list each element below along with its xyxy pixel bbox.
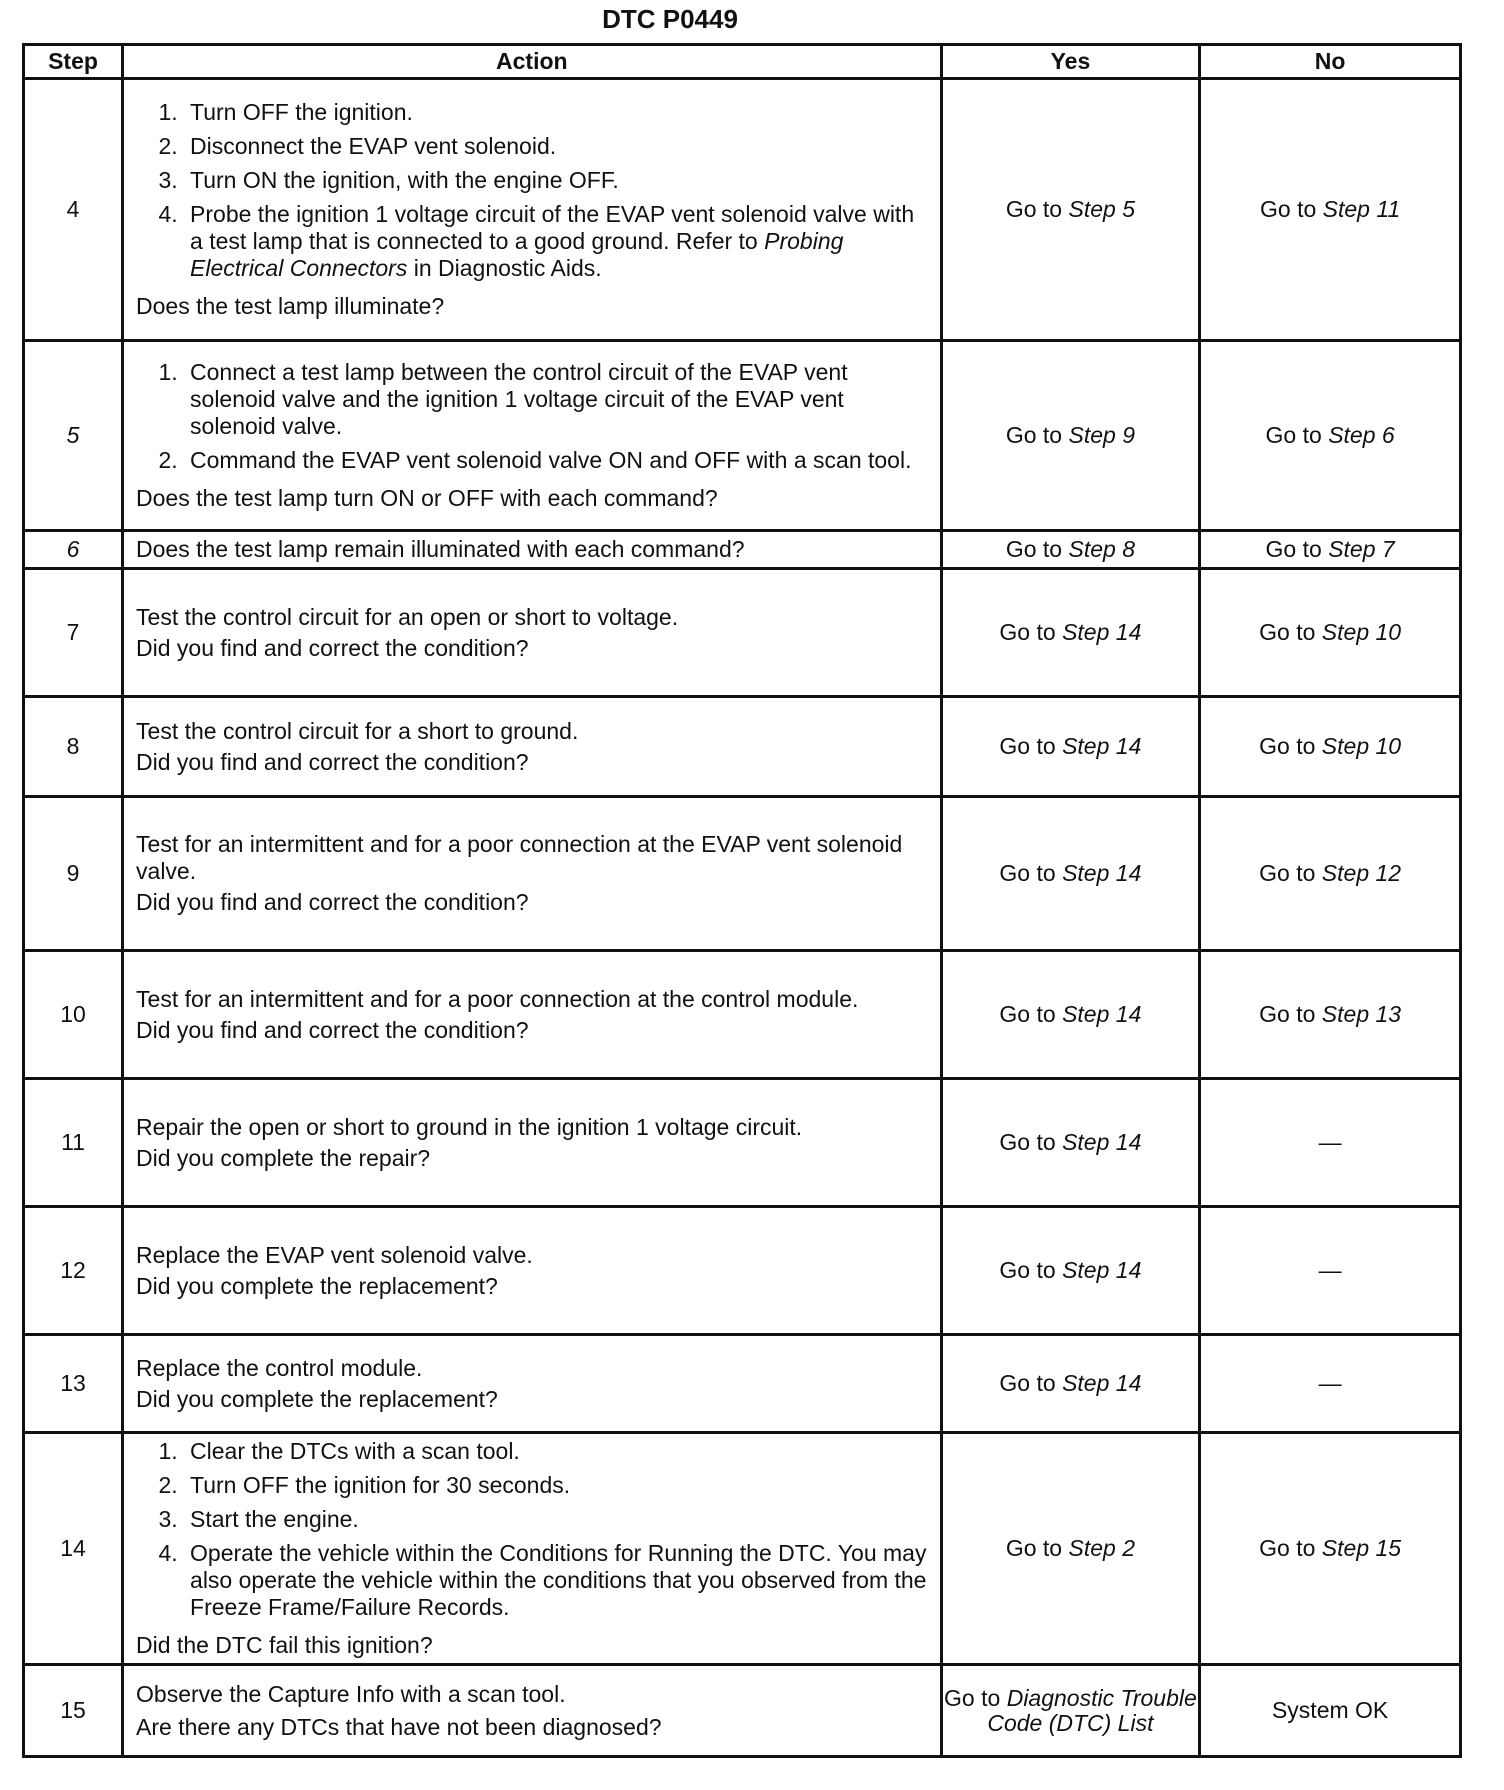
yes-cell [941, 697, 1200, 797]
action-cell [123, 531, 942, 569]
no-step-link[interactable]: Step 12 [1321, 860, 1402, 886]
go-to-label: Go to [1265, 422, 1322, 448]
table-row-step-13 [24, 1335, 1461, 1433]
table-header-row [24, 45, 1461, 79]
question-text: Does the test lamp turn ON or OFF with each command? [136, 485, 718, 511]
no-cell [1200, 531, 1461, 569]
list-item: 2. Command the EVAP vent solenoid valve ON and OFF with a scan tool. [184, 447, 930, 474]
yes-step-link[interactable]: Step 14 [1062, 1370, 1142, 1396]
yes-cell [941, 951, 1200, 1079]
no-step-link[interactable]: Step 10 [1321, 733, 1402, 759]
question-text: Did the DTC fail this ignition? [136, 1632, 433, 1658]
action-list [136, 1438, 930, 1628]
action-text: Test the control circuit for a short to ground. [136, 717, 579, 744]
yes-cell [941, 531, 1200, 569]
yes-cell [941, 341, 1200, 531]
action-cell [123, 1433, 942, 1665]
header-yes: Yes [941, 45, 1200, 79]
step-number [24, 531, 123, 569]
question-text: Does the test lamp remain illuminated with each command? [136, 536, 745, 562]
yes-step-link[interactable]: Step 14 [1062, 1129, 1142, 1155]
action-text: Replace the control module. [136, 1354, 423, 1381]
step-number [24, 341, 123, 531]
go-to-label: Go to [999, 733, 1056, 759]
go-to-label: Go to [999, 619, 1056, 645]
step-number-italic: 6 [66, 536, 80, 562]
no-cell [1200, 697, 1461, 797]
yes-step-link[interactable]: Step 2 [1068, 1535, 1135, 1561]
step-number: 8 [24, 697, 123, 797]
action-text: Observe the Capture Info with a scan tool. [136, 1680, 566, 1707]
no-step-link[interactable]: Step 11 [1322, 196, 1401, 222]
no-step-link[interactable]: Step 10 [1321, 619, 1402, 645]
go-to-label: Go to [999, 1370, 1056, 1396]
yes-step-link[interactable]: Step 5 [1068, 196, 1135, 222]
yes-cell [941, 79, 1200, 341]
table-row-step-10 [24, 951, 1461, 1079]
action-text: Test for an intermittent and for a poor connection at the EVAP vent solenoid valve. [136, 831, 903, 884]
step-number: 14 [24, 1433, 123, 1665]
go-to-label: Go to [1259, 619, 1316, 645]
go-to-label: Go to [999, 1001, 1056, 1027]
question-text: Did you complete the replacement? [136, 1385, 498, 1412]
go-to-label: Go to [1005, 536, 1063, 562]
action-cell [123, 797, 942, 951]
action-cell [123, 1207, 942, 1335]
step-number: 13 [24, 1335, 123, 1433]
page-title: DTC P0449 [602, 4, 738, 34]
list-item: 2. Turn OFF the ignition for 30 seconds. [184, 1472, 930, 1499]
item-text: Probe the ignition 1 voltage circuit of the EVAP vent solenoid valve with a test lamp that is connected to a good ground. Refer to [190, 201, 915, 254]
action-cell [123, 341, 942, 531]
table-row-step-11 [24, 1079, 1461, 1207]
question-text: Did you find and correct the condition? [136, 889, 529, 915]
no-cell-dash: — [1200, 1079, 1461, 1207]
question-text: Did you complete the replacement? [136, 1272, 498, 1299]
action-cell [123, 1665, 942, 1757]
table-row-step-14 [24, 1433, 1461, 1665]
go-to-label: Go to [1005, 196, 1063, 222]
step-number-italic: 5 [66, 422, 80, 448]
no-cell [1200, 951, 1461, 1079]
action-list [136, 359, 930, 481]
no-cell [1200, 797, 1461, 951]
yes-step-link[interactable]: Step 14 [1062, 1257, 1142, 1283]
yes-step-link[interactable]: Step 14 [1062, 733, 1142, 759]
question-text: Does the test lamp illuminate? [136, 293, 445, 319]
list-item: 2. Disconnect the EVAP vent solenoid. [184, 133, 930, 160]
action-cell [123, 569, 942, 697]
yes-cell [941, 1207, 1200, 1335]
step-number: 15 [24, 1665, 123, 1757]
action-list [136, 99, 930, 289]
question-text: Did you complete the repair? [136, 1144, 431, 1171]
table-row-step-15 [24, 1665, 1461, 1757]
go-to-label: Go to [1005, 422, 1063, 448]
list-item: 3. Start the engine. [184, 1506, 930, 1533]
go-to-label: Go to [1259, 1535, 1316, 1561]
no-cell-dash: — [1200, 1335, 1461, 1433]
yes-step-link[interactable]: Step 9 [1068, 422, 1135, 448]
question-text: Did you find and correct the condition? [136, 1016, 529, 1043]
yes-step-link[interactable]: Step 14 [1062, 619, 1142, 645]
go-to-label: Go to [1259, 1001, 1316, 1027]
go-to-label: Go to [1265, 536, 1322, 562]
yes-step-link[interactable]: Step 14 [1062, 1001, 1142, 1027]
go-to-label: Go to [999, 1257, 1056, 1283]
step-number: 12 [24, 1207, 123, 1335]
dtc-list-link[interactable]: Diagnostic Trouble Code (DTC) List [987, 1684, 1197, 1736]
action-cell [123, 697, 942, 797]
no-cell-system-ok: System OK [1200, 1665, 1461, 1757]
go-to-label: Go to [1259, 733, 1316, 759]
go-to-label: Go to [999, 1129, 1056, 1155]
yes-cell [941, 1335, 1200, 1433]
go-to-label: Go to [1005, 1535, 1063, 1561]
list-item: 3. Turn ON the ignition, with the engine OFF. [184, 167, 930, 194]
yes-step-link[interactable]: Step 14 [1062, 860, 1142, 886]
list-item [184, 201, 930, 282]
yes-cell [941, 1433, 1200, 1665]
go-to-label: Go to [999, 860, 1056, 886]
header-step: Step [24, 45, 123, 79]
action-text: Replace the EVAP vent solenoid valve. [136, 1241, 533, 1268]
reference-link[interactable]: Probing Electrical Connectors [190, 228, 844, 281]
table-row-step-4 [24, 79, 1461, 341]
list-item: 1. Turn OFF the ignition. [184, 99, 930, 126]
question-text: Did you find and correct the condition? [136, 748, 529, 775]
action-text: Test for an intermittent and for a poor connection at the control module. [136, 985, 859, 1012]
action-cell [123, 79, 942, 341]
table-row-step-6 [24, 531, 1461, 569]
table-row-step-9 [24, 797, 1461, 951]
go-to-label: Go to [944, 1684, 1001, 1711]
go-to-label: Go to [1259, 860, 1316, 886]
no-cell-dash: — [1200, 1207, 1461, 1335]
header-action: Action [123, 45, 942, 79]
yes-step-link[interactable]: Step 8 [1068, 536, 1135, 562]
header-no: No [1200, 45, 1461, 79]
table-row-step-7 [24, 569, 1461, 697]
no-step-link[interactable]: Step 15 [1321, 1535, 1402, 1561]
yes-cell [941, 1079, 1200, 1207]
action-cell [123, 1335, 942, 1433]
yes-cell [941, 797, 1200, 951]
table-row-step-12 [24, 1207, 1461, 1335]
go-to-label: Go to [1260, 196, 1317, 222]
no-step-link[interactable]: Step 13 [1321, 1001, 1402, 1027]
action-cell [123, 951, 942, 1079]
step-number: 11 [24, 1079, 123, 1207]
question-text: Did you find and correct the condition? [136, 634, 529, 661]
step-number: 7 [24, 569, 123, 697]
table-row-step-8 [24, 697, 1461, 797]
list-item: 1. Connect a test lamp between the control circuit of the EVAP vent solenoid valve and the ignition 1 voltage circuit of the EVAP vent solenoid valve. [184, 359, 930, 440]
item-text: in Diagnostic Aids. [407, 255, 602, 281]
diagnostic-table [22, 43, 1462, 1758]
no-cell [1200, 341, 1461, 531]
question-text: Are there any DTCs that have not been diagnosed? [136, 1713, 662, 1740]
action-text: Test the control circuit for an open or short to voltage. [136, 603, 679, 630]
step-number: 10 [24, 951, 123, 1079]
no-step-link[interactable]: Step 7 [1328, 536, 1395, 562]
no-cell [1200, 1433, 1461, 1665]
yes-cell [941, 1665, 1200, 1757]
no-step-link[interactable]: Step 6 [1328, 422, 1395, 448]
step-number: 9 [24, 797, 123, 951]
list-item: 4. Operate the vehicle within the Conditions for Running the DTC. You may also operate the vehicle within the conditions that you observed from the Freeze Frame/Failure Records. [184, 1540, 930, 1621]
step-number: 4 [24, 79, 123, 341]
no-cell [1200, 569, 1461, 697]
yes-cell [941, 569, 1200, 697]
list-item: 1. Clear the DTCs with a scan tool. [184, 1438, 930, 1465]
action-text: Repair the open or short to ground in the ignition 1 voltage circuit. [136, 1113, 803, 1140]
table-row-step-5 [24, 341, 1461, 531]
no-cell [1200, 79, 1461, 341]
action-cell [123, 1079, 942, 1207]
